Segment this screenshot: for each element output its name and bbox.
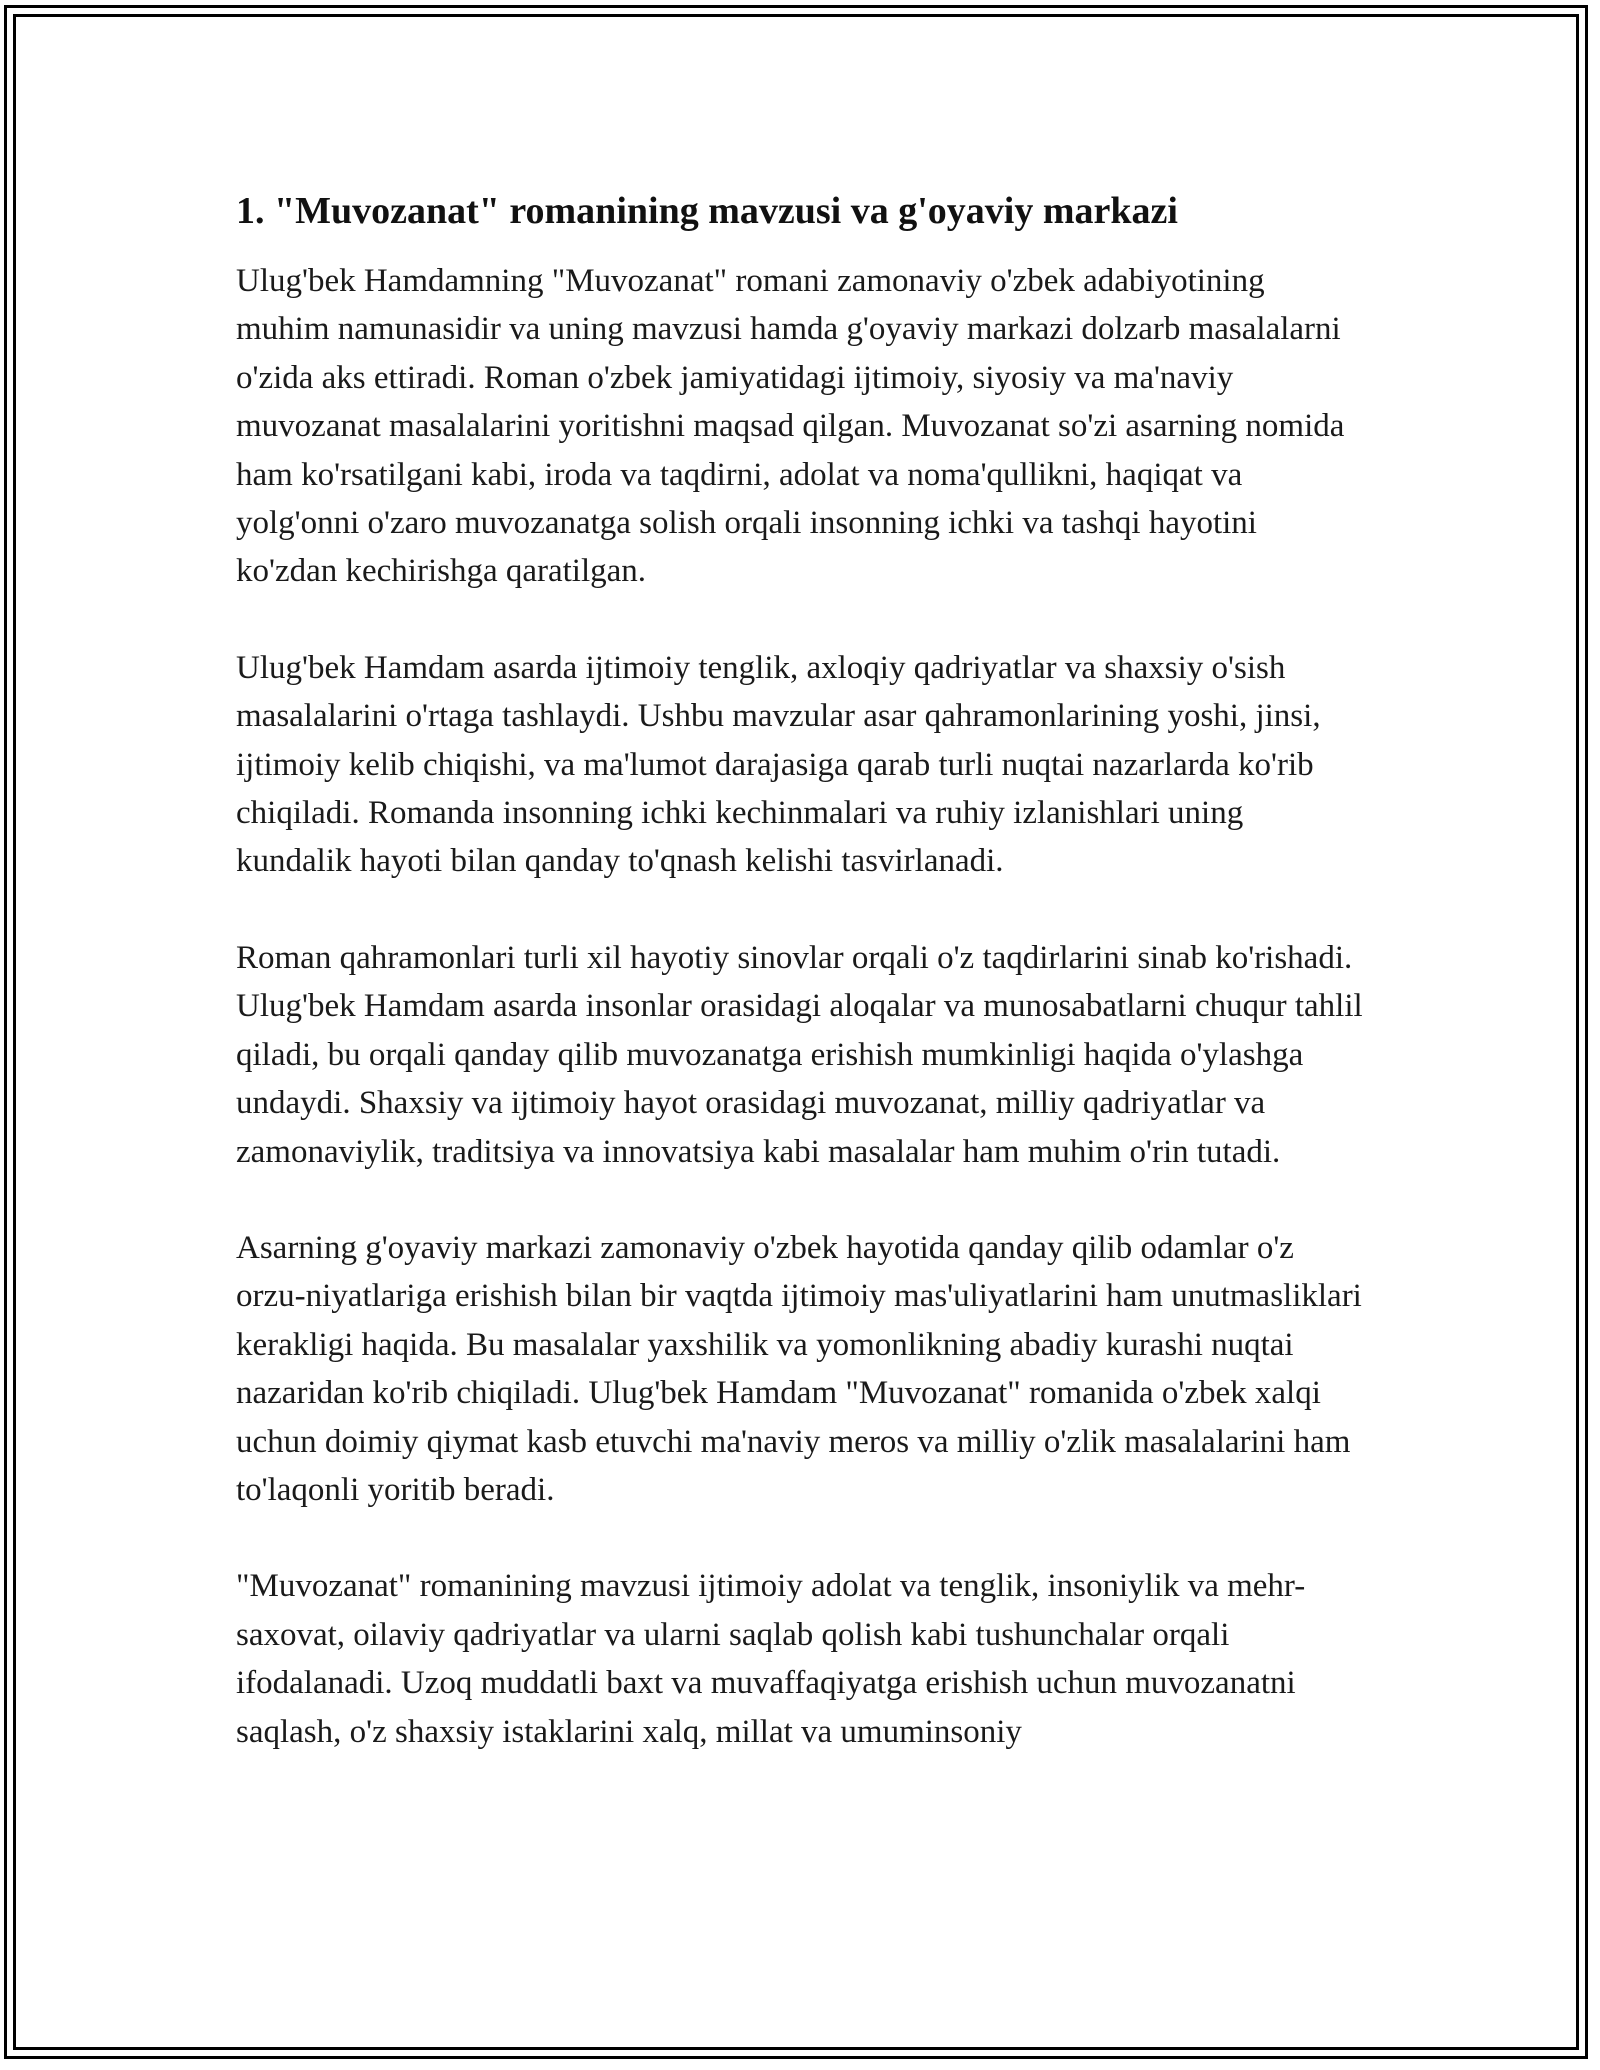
paragraph-4: Asarning g'oyaviy markazi zamonaviy o'zbek hayotida qanday qilib odamlar o'z orzu-niyatlariga erishish bilan bir vaqtda ijtimoiy mas'uliyatlarini ham unutmasliklari kerakligi haqida. Bu masalalar yaxshilik va yomonlikning abadiy kurashi nuqtai nazaridan ko'rib chiqiladi. Ulug'bek Hamdam "Muvozanat" romanida o'zbek xalqi uchun doimiy qiymat kasb etuvchi ma'naviy meros va milliy o'zlik masalalarini ham to'laqonli yoritib beradi. [236,1229,1362,1508]
document-body [236,185,1366,1804]
paragraph-5: "Muvozanat" romanining mavzusi ijtimoiy adolat va tenglik, insoniylik va mehr-saxovat, oilaviy qadriyatlar va ularni saqlab qolish kabi tushunchalar orqali ifodalanadi. Uzoq muddatli baxt va muvaffaqiyatga erishish uchun muvozanatni saqlash, o'z shaxsiy istaklarini xalq, millat va umuminsoniy [236,1568,1306,1750]
paragraph-3: Roman qahramonlari turli xil hayotiy sinovlar orqali o'z taqdirlarini sinab ko'rishadi. Ulug'bek Hamdam asarda insonlar orasidagi aloqalar va munosabatlarni chuqur tahlil qiladi, bu orqali qanday qilib muvozanatga erishish mumkinligi haqida o'ylashga undaydi. Shaxsiy va ijtimoiy hayot orasidagi muvozanat, milliy qadriyatlar va zamonaviylik, traditsiya va innovatsiya kabi masalalar ham muhim o'rin tutadi. [236,939,1363,1170]
paragraph-2: Ulug'bek Hamdam asarda ijtimoiy tenglik, axloqiy qadriyatlar va shaxsiy o'sish masalalarini o'rtaga tashlaydi. Ushbu mavzular asar qahramonlarining yoshi, jinsi, ijtimoiy kelib chiqishi, va ma'lumot darajasiga qarab turli nuqtai nazarlarda ko'rib chiqiladi. Romanda insonning ichki kechinmalari va ruhiy izlanishlari uning kundalik hayoti bilan qanday to'qnash kelishi tasvirlanadi. [236,649,1321,880]
paragraph-1: Ulug'bek Hamdamning "Muvozanat" romani zamonaviy o'zbek adabiyotining muhim namunasidir va uning mavzusi hamda g'oyaviy markazi dolzarb masalalarni o'zida aks ettiradi. Roman o'zbek jamiyatidagi ijtimoiy, siyosiy va ma'naviy muvozanat masalalarini yoritishni maqsad qilgan. Muvozanat so'zi asarning nomida ham ko'rsatilgani kabi, iroda va taqdirni, adolat va noma'qullikni, haqiqat va yolg'onni o'zaro muvozanatga solish orqali insonning ichki va tashqi hayotini ko'zdan kechirishga qaratilgan. [236,263,1345,590]
section-heading: 1. "Muvozanat" romanining mavzusi va g'oyaviy markazi [236,190,1178,232]
